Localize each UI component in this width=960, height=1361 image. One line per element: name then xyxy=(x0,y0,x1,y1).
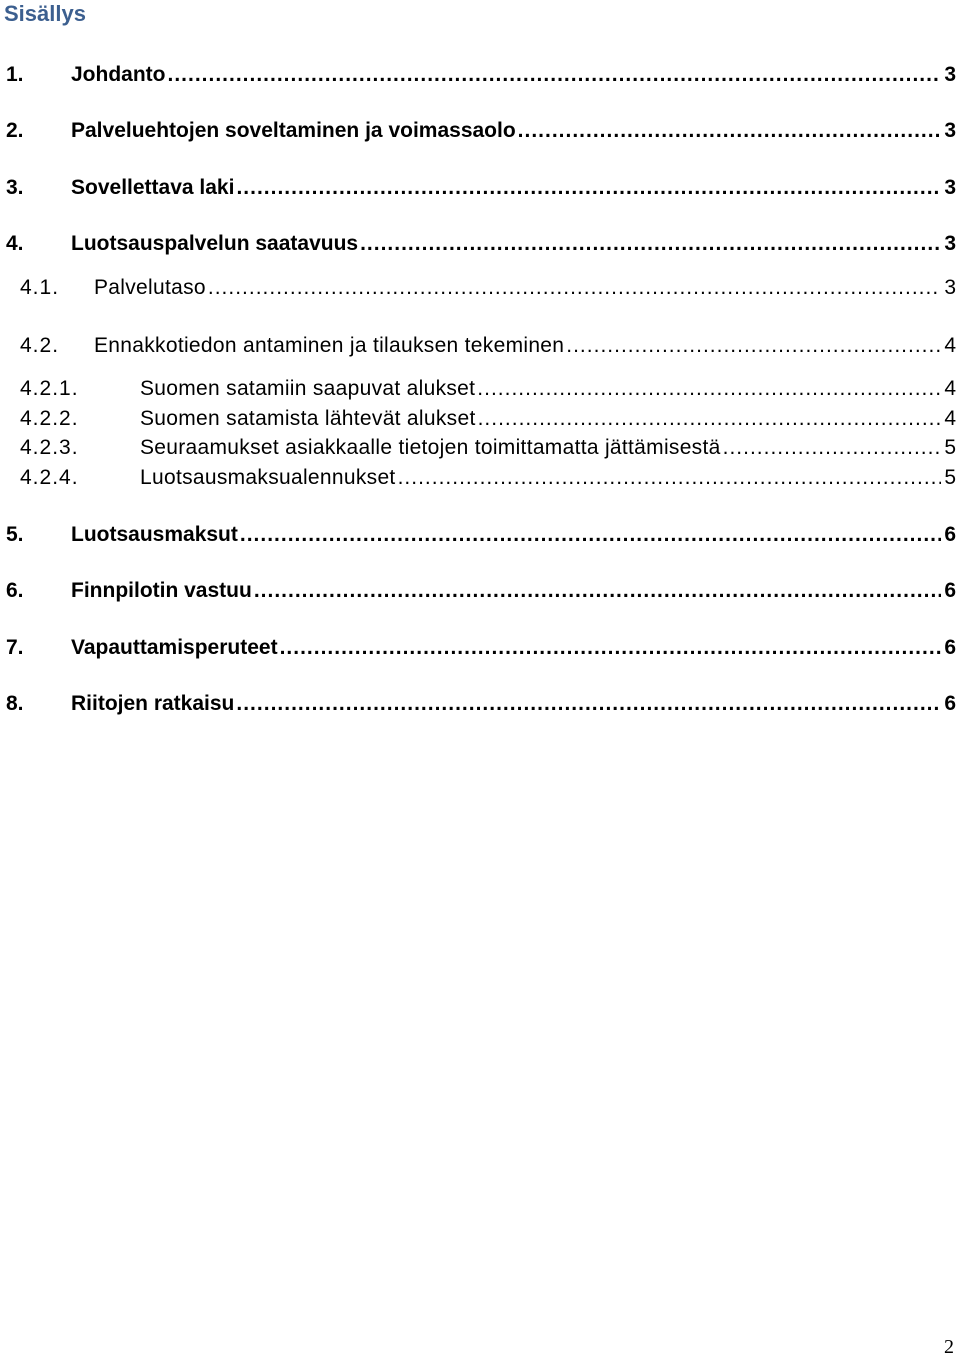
toc-entry-page: 5 xyxy=(944,436,956,459)
toc-entry-label: Ennakkotiedon antaminen ja tilauksen tekeminen xyxy=(94,334,565,357)
toc-entry-number: 7. xyxy=(6,636,24,659)
toc-entry-page: 6 xyxy=(944,636,956,659)
toc-entry-number: 3. xyxy=(6,176,24,199)
toc-entry-number: 2. xyxy=(6,119,24,142)
toc-entry-page: 4 xyxy=(944,334,956,357)
toc-entry-4-1[interactable] xyxy=(20,275,956,301)
dot-leader xyxy=(168,62,942,88)
toc-entry-4-2-4[interactable] xyxy=(20,465,956,491)
toc-entry-label: Vapauttamisperuteet xyxy=(71,636,278,659)
toc-entry-label: Johdanto xyxy=(71,63,166,86)
toc-entry-label: Luotsauspalvelun saatavuus xyxy=(71,232,359,255)
toc-entry-4-2-2[interactable] xyxy=(20,406,956,432)
dot-leader xyxy=(477,376,941,402)
toc-entry-number: 6. xyxy=(6,579,24,602)
toc-entry-1[interactable] xyxy=(6,62,956,88)
toc-entry-page: 6 xyxy=(944,579,956,602)
toc-entry-number: 4.1. xyxy=(20,276,60,299)
toc-entry-number: 4.2. xyxy=(20,334,60,357)
toc-entry-number: 4.2.1. xyxy=(20,377,79,400)
toc-entry-number: 8. xyxy=(6,692,24,715)
toc-entry-label: Sovellettava laki xyxy=(71,176,235,199)
toc-entry-label: Palveluehtojen soveltaminen ja voimassaolo xyxy=(71,119,516,142)
dot-leader xyxy=(236,691,941,717)
toc-entry-number: 4. xyxy=(6,232,24,255)
toc-entry-label: Suomen satamiin saapuvat alukset xyxy=(140,377,476,400)
toc-entry-6[interactable] xyxy=(6,578,956,604)
toc-entry-number: 4.2.3. xyxy=(20,436,79,459)
dot-leader xyxy=(208,275,941,301)
dot-leader xyxy=(236,175,941,201)
dot-leader xyxy=(360,231,941,257)
toc-entry-page: 3 xyxy=(944,276,956,299)
toc-entry-page: 3 xyxy=(944,176,956,199)
dot-leader xyxy=(254,578,941,604)
toc-entry-page: 4 xyxy=(944,377,956,400)
dot-leader xyxy=(240,522,941,548)
toc-entry-5[interactable] xyxy=(6,522,956,548)
toc-entry-label: Riitojen ratkaisu xyxy=(71,692,235,715)
toc-entry-label: Suomen satamista lähtevät alukset xyxy=(140,407,476,430)
toc-entry-number: 4.2.4. xyxy=(20,466,79,489)
toc-entry-label: Luotsausmaksut xyxy=(71,523,238,546)
dot-leader xyxy=(723,435,941,461)
dot-leader xyxy=(478,406,941,432)
toc-entry-page: 6 xyxy=(944,523,956,546)
toc-entry-4[interactable] xyxy=(6,231,956,257)
toc-entry-page: 6 xyxy=(944,692,956,715)
dot-leader xyxy=(280,635,941,661)
toc-entry-page: 3 xyxy=(944,119,956,142)
toc-entry-4-2[interactable] xyxy=(20,333,956,359)
toc-entry-7[interactable] xyxy=(6,635,956,661)
toc-entry-number: 5. xyxy=(6,523,24,546)
toc-entry-8[interactable] xyxy=(6,691,956,717)
toc-entry-label: Luotsausmaksualennukset xyxy=(140,466,396,489)
dot-leader xyxy=(518,118,941,144)
toc-entry-4-2-3[interactable] xyxy=(20,435,956,461)
toc-title: Sisällys xyxy=(4,1,86,26)
toc-entry-4-2-1[interactable] xyxy=(20,376,956,402)
toc-entry-page: 3 xyxy=(944,232,956,255)
toc-entry-label: Finnpilotin vastuu xyxy=(71,579,252,602)
toc-entry-3[interactable] xyxy=(6,175,956,201)
toc-entry-page: 5 xyxy=(944,466,956,489)
dot-leader xyxy=(398,465,941,491)
toc-entry-page: 4 xyxy=(944,407,956,430)
toc-entry-page: 3 xyxy=(944,63,956,86)
toc-entry-2[interactable] xyxy=(6,118,956,144)
toc-entry-number: 4.2.2. xyxy=(20,407,79,430)
dot-leader xyxy=(566,333,941,359)
toc-entry-label: Seuraamukset asiakkaalle tietojen toimittamatta jättämisestä xyxy=(140,436,721,459)
toc-entry-label: Palvelutaso xyxy=(94,276,206,299)
page-number: 2 xyxy=(944,1336,954,1358)
toc-entry-number: 1. xyxy=(6,63,24,86)
